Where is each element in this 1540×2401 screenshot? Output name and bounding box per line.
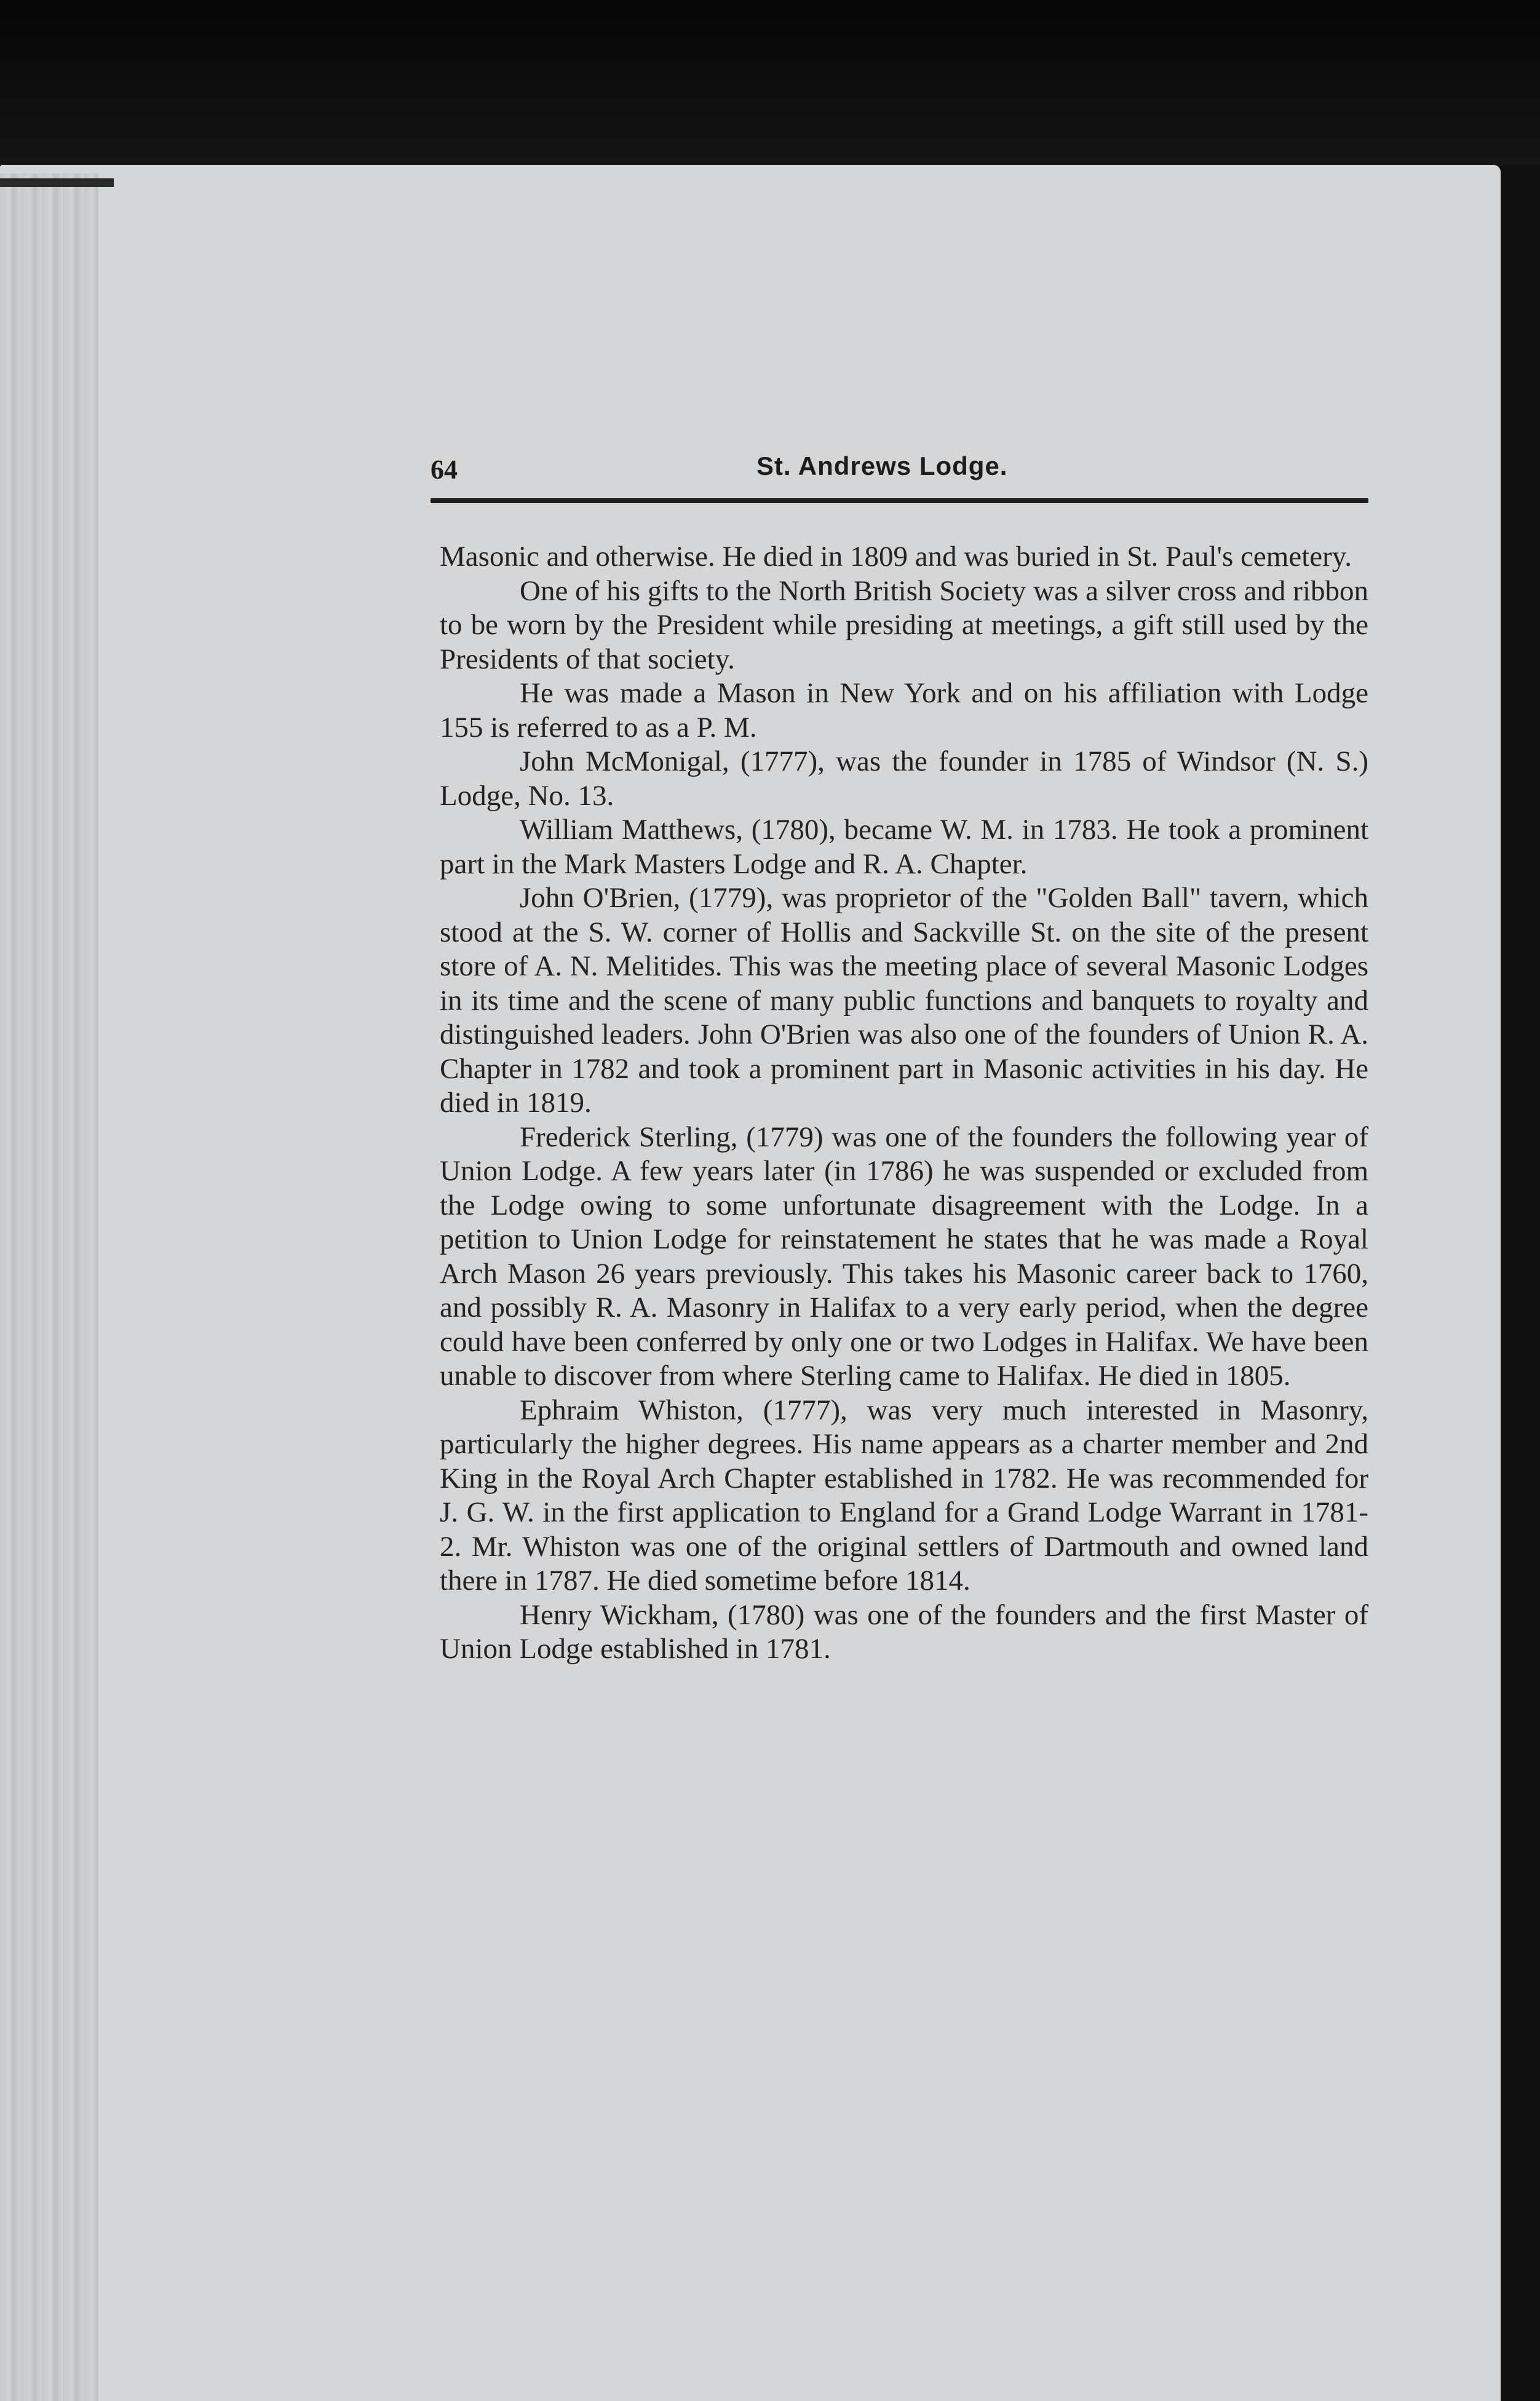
page-edges bbox=[0, 173, 98, 2401]
scan-background-right bbox=[1501, 165, 1540, 2401]
paragraph: He was made a Mason in New York and on his affiliation with Lodge 155 is referred to as a P. M. bbox=[440, 677, 1368, 744]
page-number: 64 bbox=[431, 454, 458, 485]
page-edge-tab bbox=[0, 178, 114, 187]
scan-background-top bbox=[0, 0, 1540, 175]
body-text bbox=[440, 540, 1368, 1667]
paragraph: Masonic and otherwise. He died in 1809 and was buried in St. Paul's cemetery. bbox=[440, 541, 1352, 573]
paragraph: Henry Wickham, (1780) was one of the founders and the first Master of Union Lodge established in 1781. bbox=[440, 1598, 1368, 1665]
running-title: St. Andrews Lodge. bbox=[756, 451, 1008, 480]
header-rule bbox=[431, 498, 1368, 503]
paragraph: William Matthews, (1780), became W. M. in 1783. He took a prominent part in the Mark Masters Lodge and R. A. Chapter. bbox=[440, 814, 1368, 880]
paragraph: John O'Brien, (1779), was proprietor of the "Golden Ball" tavern, which stood at the S. W. corner of Hollis and Sackville St. on the site of the present store of A. N. Melitides. This was the meeting place of several Masonic Lodges in its time and the scene of many public functions and banquets to royalty and distinguished leaders. John O'Brien was also one of the founders of Union R. A. Chapter in 1782 and took a prominent part in Masonic activities in his day. He died in 1819. bbox=[440, 882, 1368, 1119]
paragraph: Ephraim Whiston, (1777), was very much interested in Masonry, particularly the higher degrees. His name appears as a charter member and 2nd King in the Royal Arch Chapter established in 1782. He was recommended for J. G. W. in the first application to England for a Grand Lodge Warrant in 1781-2. Mr. Whiston was one of the original settlers of Dartmouth and owned land there in 1787. He died sometime before 1814. bbox=[440, 1394, 1368, 1597]
paragraph: One of his gifts to the North British Society was a silver cross and ribbon to be worn by the President while presiding at meetings, a gift still used by the Presidents of that society. bbox=[440, 574, 1368, 675]
page-header bbox=[431, 451, 1368, 491]
paragraph: Frederick Sterling, (1779) was one of the founders the following year of Union Lodge. A few years later (in 1786) he was suspended or excluded from the Lodge owing to some unfortunate disagreement with the Lodge. In a petition to Union Lodge for reinstatement he states that he was made a Royal Arch Mason 26 years previously. This takes his Masonic career back to 1760, and possibly R. A. Masonry in Halifax to a very early period, when the degree could have been conferred by only one or two Lodges in Halifax. We have been unable to discover from where Sterling came to Halifax. He died in 1805. bbox=[440, 1121, 1368, 1392]
paragraph: John McMonigal, (1777), was the founder in 1785 of Windsor (N. S.) Lodge, No. 13. bbox=[440, 745, 1368, 812]
